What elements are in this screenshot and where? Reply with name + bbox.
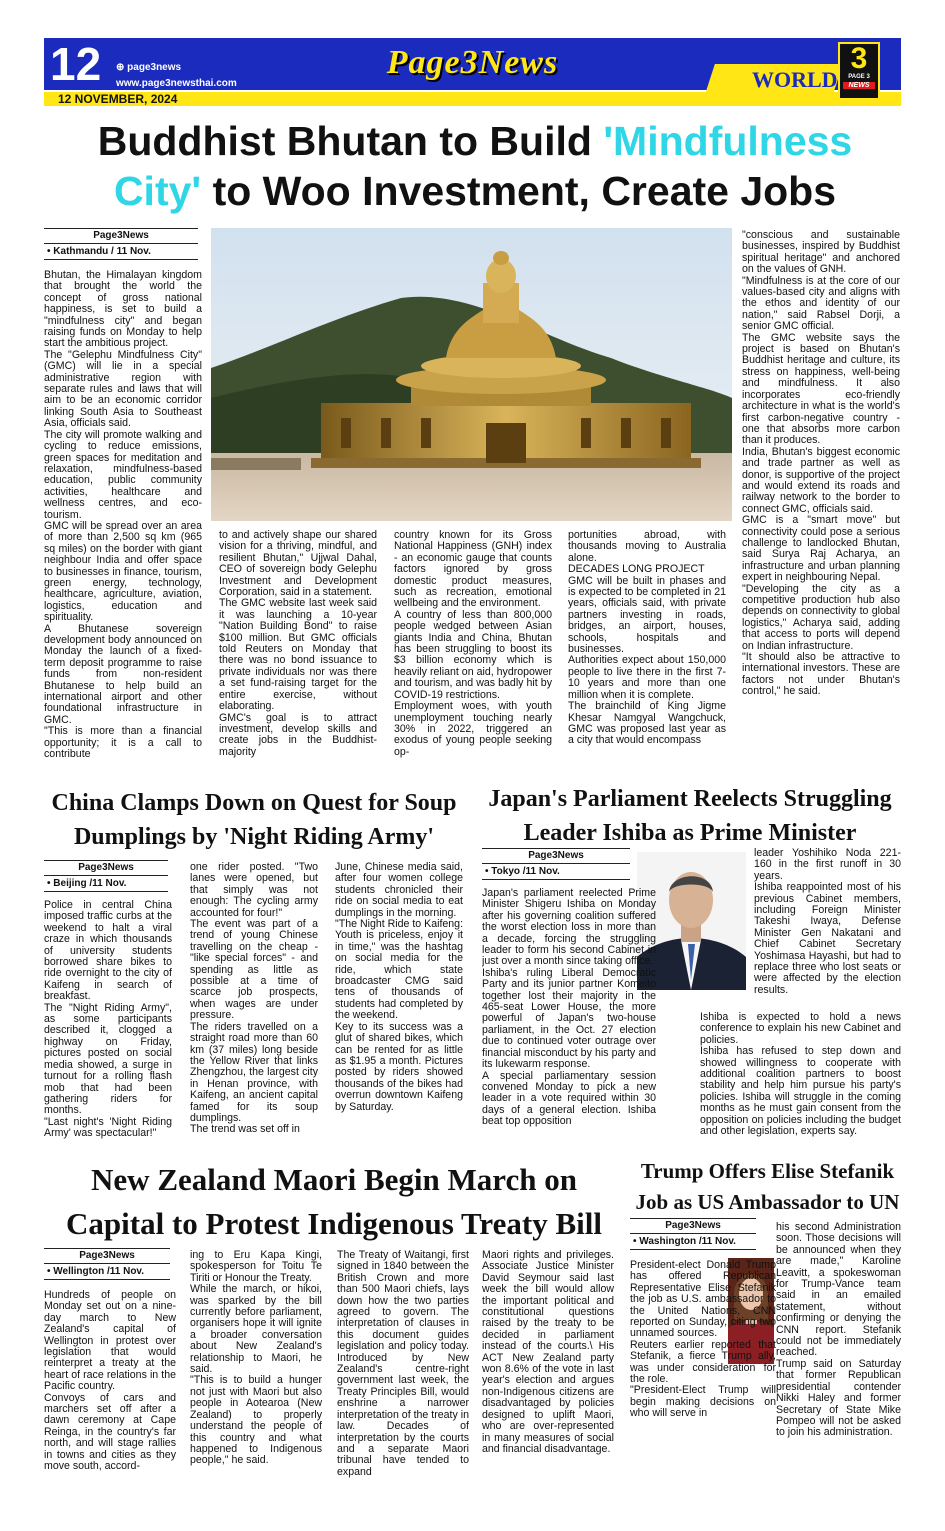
trump-column-2: his second Administration soon. Those decisions will be announced when they are made," Karoline Leavitt, a spokeswoman for Trump-Vance team said in an emailed statement, without confirming or denying the CNN report. Stefanik could not be immediately reached. Trump said on Saturday that former Republican presidential contender Nikki Haley and former Secretary of State Mike Pompeo will not be asked to join his administration. bbox=[776, 1222, 901, 1439]
japan-column-2-top: leader Yoshihiko Noda 221-160 in the first runoff in 30 years. Ishiba reappointed most of his previous Cabinet members, including Foreign Minister Takeshi Iwaya, Defense Minister Gen Nakatani and Chief Cabinet Secretary Yoshimasa Hayashi, but had to replace three who lost seats or were affected by the election results. bbox=[754, 848, 901, 996]
lead-column-5: "conscious and sustainable businesses, inspired by Buddhist spiritual heritage" and anchored on the values of GNH. "Mindfulness is at the core of our values-based city and aligns with the ethos and identity of our nation," said Rabsel Dorji, a senior GMC official. The GMC website says the project is based on Bhutan's Buddhist heritage and culture, its stress on happiness, well-being and mindfulness. It also incorporates eco-friendly architecture in what is the world's first carbon-negative country - one that absorbs more carbon than it produces. India, Bhutan's biggest economic and trade partner as well as donor, is supportive of the project and would extend its roads and railway network to the border to connect GMC, officials said. GMC is a "smart move" but connectivity could pose a serious challenge to landlocked Bhutan, said Surya Raj Acharya, an infrastructure and urban planning expert in neighbouring Nepal. "Developing the city as a competitive production hub also depends on connectivity to global logistics," Acharya said, adding that access to ports will depend on Indian infrastructure. "It should also be attractive to international investors. These are factors not under Bhutan's control," he said. bbox=[742, 230, 900, 698]
lead-column-1: Bhutan, the Himalayan kingdom that brought the world the concept of gross national happiness, is set to build a "mindfulness city" and began raising funds on Monday to help start the ambitious project. The "Gelephu Mindfulness City" (GMC) will lie in a special administrative region with separate rules and laws that will aim to be an economic corridor linking South Asia to Southeast Asia, officials said. The city will promote walking and cycling to reduce emissions, green spaces for meditation and relaxation, mindfulness-based education, public community activities, healthcare and wellness centres, and eco-tourism. GMC will be spread over an area of more than 2,500 sq km (965 sq miles) on the border with giant neighbour India and offer space to businesses in finance, tourism, green energy, technology, healthcare, agriculture, aviation, logistics, education and spirituality. A Bhutanese sovereign development body announced on Monday the launch of a fixed-term deposit programme to raise funds from non-resident Bhutanese to help build an international airport and other foundational infrastructure in GMC. "This is more than a financial opportunity; it is a call to contribute bbox=[44, 270, 202, 761]
nz-column-3: The Treaty of Waitangi, first signed in 1840 between the British Crown and more than 500 Maori chiefs, lays down how the two parties agreed to govern. The interpretation of clauses in this document guides legislation and policy today. Introduced by New Zealand's centre-right government last week, the Treaty Principles Bill, would enshrine a narrower interpretation of the treaty in law. Decades of interpretation by the courts and a separate Maori tribunal have tended to expand bbox=[337, 1250, 469, 1478]
nz-column-1: Hundreds of people on Monday set out on a nine-day march to New Zealand's capital of Wellington in protest over legislation that would reinterpret a treaty at the heart of race relations in the Pacific country. Convoys of cars and marchers set off after a dawn ceremony at Cape Reinga, in the country's far north, and will stage rallies in towns and cities as they move south, accord- bbox=[44, 1290, 176, 1473]
website: www.page3newsthai.com bbox=[116, 78, 237, 89]
trump-headline: Trump Offers Elise Stefanik Job as US Ambassador to UN bbox=[635, 1159, 900, 1214]
buddha-statue-illustration bbox=[211, 228, 732, 521]
china-headline: China Clamps Down on Quest for Soup Dumplings by 'Night Riding Army' bbox=[51, 790, 457, 850]
nz-byline: Page3News • Wellington /11 Nov. bbox=[44, 1248, 170, 1280]
japan-column-1: Japan's parliament reelected Prime Minister Shigeru Ishiba on Monday after his governing coalition suffered the worst election loss in more than a decade, forcing the struggling leader to form his second Cabinet in just over a month since taking office. Ishiba's ruling Liberal Democratic Party and its junior partner Komeito together lost their majority in the 465-seat Lower House, the more powerful of Japan's two-house parliament, in the Oct. 27 election due to continued voter outrage over financial misconduct by his party and its lukewarm response. A special parliamentary session convened Monday to pick a new leader in a vote required within 30 days of a general election. Ishiba beat top opposition bbox=[482, 888, 656, 1128]
page-number: 12 bbox=[50, 38, 102, 90]
brand-logo bbox=[838, 42, 880, 100]
headline-highlight: 'Mindfulness City' bbox=[113, 118, 853, 214]
logo-number: 3 bbox=[850, 42, 868, 75]
china-column-3: June, Chinese media said, after four women college students chronicled their ride on social media to eat dumplings in the morning. "The Night Ride to Kaifeng: Youth is priceless, enjoy it in time," was the hashtag on social media for the ride, which state broadcaster CMG said tens of thousands of students had completed by the weekend. Key to its success was a glut of shared bikes, which can be rented for as little as $1.95 a month. Pictures posted by riders showed thousands of the bikes had overrun downtown Kaifeng by Saturday. bbox=[335, 862, 463, 1113]
issue-date: 12 NOVEMBER, 2024 bbox=[58, 92, 178, 106]
nz-headline: New Zealand Maori Begin March on Capital to Protest Indigenous Treaty Bill bbox=[66, 1162, 602, 1241]
lead-photo bbox=[211, 228, 732, 521]
japan-byline: Page3News • Tokyo /11 Nov. bbox=[482, 848, 630, 880]
nz-column-4: Maori rights and privileges. Associate Justice Minister David Seymour said last week the bill would allow the important political and constitutional questions raised by the treaty to be decided in parliament instead of the courts.\ His ACT New Zealand party won 8.6% of the vote in last year's election and argues non-Indigenous citizens are disadvantaged by policies designed to uplift Maori, who are over-represented in many measures of social and financial disadvantage. bbox=[482, 1250, 614, 1455]
trump-byline: Page3News • Washington /11 Nov. bbox=[630, 1218, 756, 1250]
globe-icon: ⊕ bbox=[116, 62, 128, 73]
masthead: Page3News bbox=[386, 44, 559, 81]
logo-sub: NEWS bbox=[843, 82, 875, 89]
lead-column-2: to and actively shape our shared vision for a thriving, mindful, and resilient Bhutan," Ujjwal Dahal, CEO of sovereign body Gelephu Investment and Development Corporation, said in a statement. The GMC website last week said it was launching a 10-year "Nation Building Bond" to raise $100 million. But GMC officials told Reuters on Monday that there was no bond issuance to private individuals nor was there a set fund-raising target for the entire exercise, without elaborating. GMC's goal is to attract investment, develop skills and create jobs in the Buddhist-majority bbox=[219, 530, 377, 758]
lead-column-4: portunities abroad, with thousands moving to Australia alone. DECADES LONG PROJECT GMC will be built in phases and is expected to be completed in 21 years, officials said, with private partners investing in roads, bridges, an airport, houses, schools, hospitals and businesses. Authorities expect about 150,000 people to live there in the first 7-10 years and more than one million when it is complete. The brainchild of King Jigme Khesar Namgyal Wangchuck, GMC was proposed last year as a city that would encompass bbox=[568, 530, 726, 747]
section-label: WORLD bbox=[752, 67, 838, 92]
logo-text: PAGE 3 bbox=[848, 74, 870, 80]
social-handle: ⊕ page3news bbox=[116, 62, 182, 73]
china-column-2: one rider posted. "Two lanes were opened, but that simply was not enough: The cycling army accounted for four!" The event was part of a trend of young Chinese travelling on the cheap - "like special forces" - and spending as little as possible at a time of scarce job prospects, when wages are under pressure. The riders travelled on a straight road more than 60 km (37 miles) long beside the Yellow River that links Zhengzhou, the largest city in Henan province, with Kaifeng, an ancient capital famed for its soup dumplings. The trend was set off in bbox=[190, 862, 318, 1136]
lead-column-3: country known for its Gross National Happiness (GNH) index - an economic gauge that counts factors ignored by gross domestic product measures, such as recreation, emotional wellbeing and the environment. A country of less than 800,000 people wedged between Asian giants India and China, Bhutan has been struggling to boost its $3 billion economy which is heavily reliant on aid, hydropower and tourism, and was badly hit by COVID-19 restrictions. Employment woes, with youth unemployment touching nearly 30% in 2022, triggered an exodus of young people seeking op- bbox=[394, 530, 552, 758]
lead-byline: Page3News • Kathmandu / 11 Nov. bbox=[44, 228, 198, 260]
lead-headline: Buddhist Bhutan to Build 'Mindfulness City' to Woo Investment, Create Jobs bbox=[97, 118, 853, 214]
nz-column-2: ing to Eru Kapa Kingi, spokesperson for Toitu Te Tiriti or Honour the Treaty. While the march, or hikoi, was sparked by the bill currently before parliament, organisers hope it will ignite a broader conversation about New Zealand's relationship to Maori, he said. "This is to build a hunger not just with Maori but also people in Aotearoa (New Zealand) to properly understand the people of this country and what happened to Indigenous people," he said. bbox=[190, 1250, 322, 1467]
trump-column-1: President-elect Donald Trump has offered Republican Representative Elise Stefanik the job as U.S. ambassador to the United Nations, CNN reported on Sunday, citing two unnamed sources. Reuters earlier reported that Stefanik, a fierce Trump ally, was under consideration for the role. "President-Elect Trump will begin making decisions on who will serve in bbox=[630, 1260, 776, 1420]
japan-headline: Japan's Parliament Reelects Struggling Leader Ishiba as Prime Minister bbox=[488, 786, 892, 846]
japan-column-2-bottom: Ishiba is expected to hold a news conference to explain his new Cabinet and policies. Ishiba has refused to step down and showed willingness to cooperate with additional coalition partners to boost stability and help him pursue his party's policies. Ishiba will struggle in the coming months as he must gain consent from the opposition on policies including the budget and other legislation, experts say. bbox=[700, 1012, 901, 1138]
china-byline: Page3News • Beijing /11 Nov. bbox=[44, 860, 168, 892]
china-column-1: Police in central China imposed traffic curbs at the weekend to halt a viral craze in which thousands of university students borrowed share bikes to ride overnight to the city of Kaifeng in search of breakfast. The "Night Riding Army", as some participants described it, clogged a highway on Friday, pictures posted on social media showed, a surge in turnout for a rolling flash mob that had been gathering riders for months. "Last night's 'Night Riding Army' was spectacular!" bbox=[44, 900, 172, 1140]
